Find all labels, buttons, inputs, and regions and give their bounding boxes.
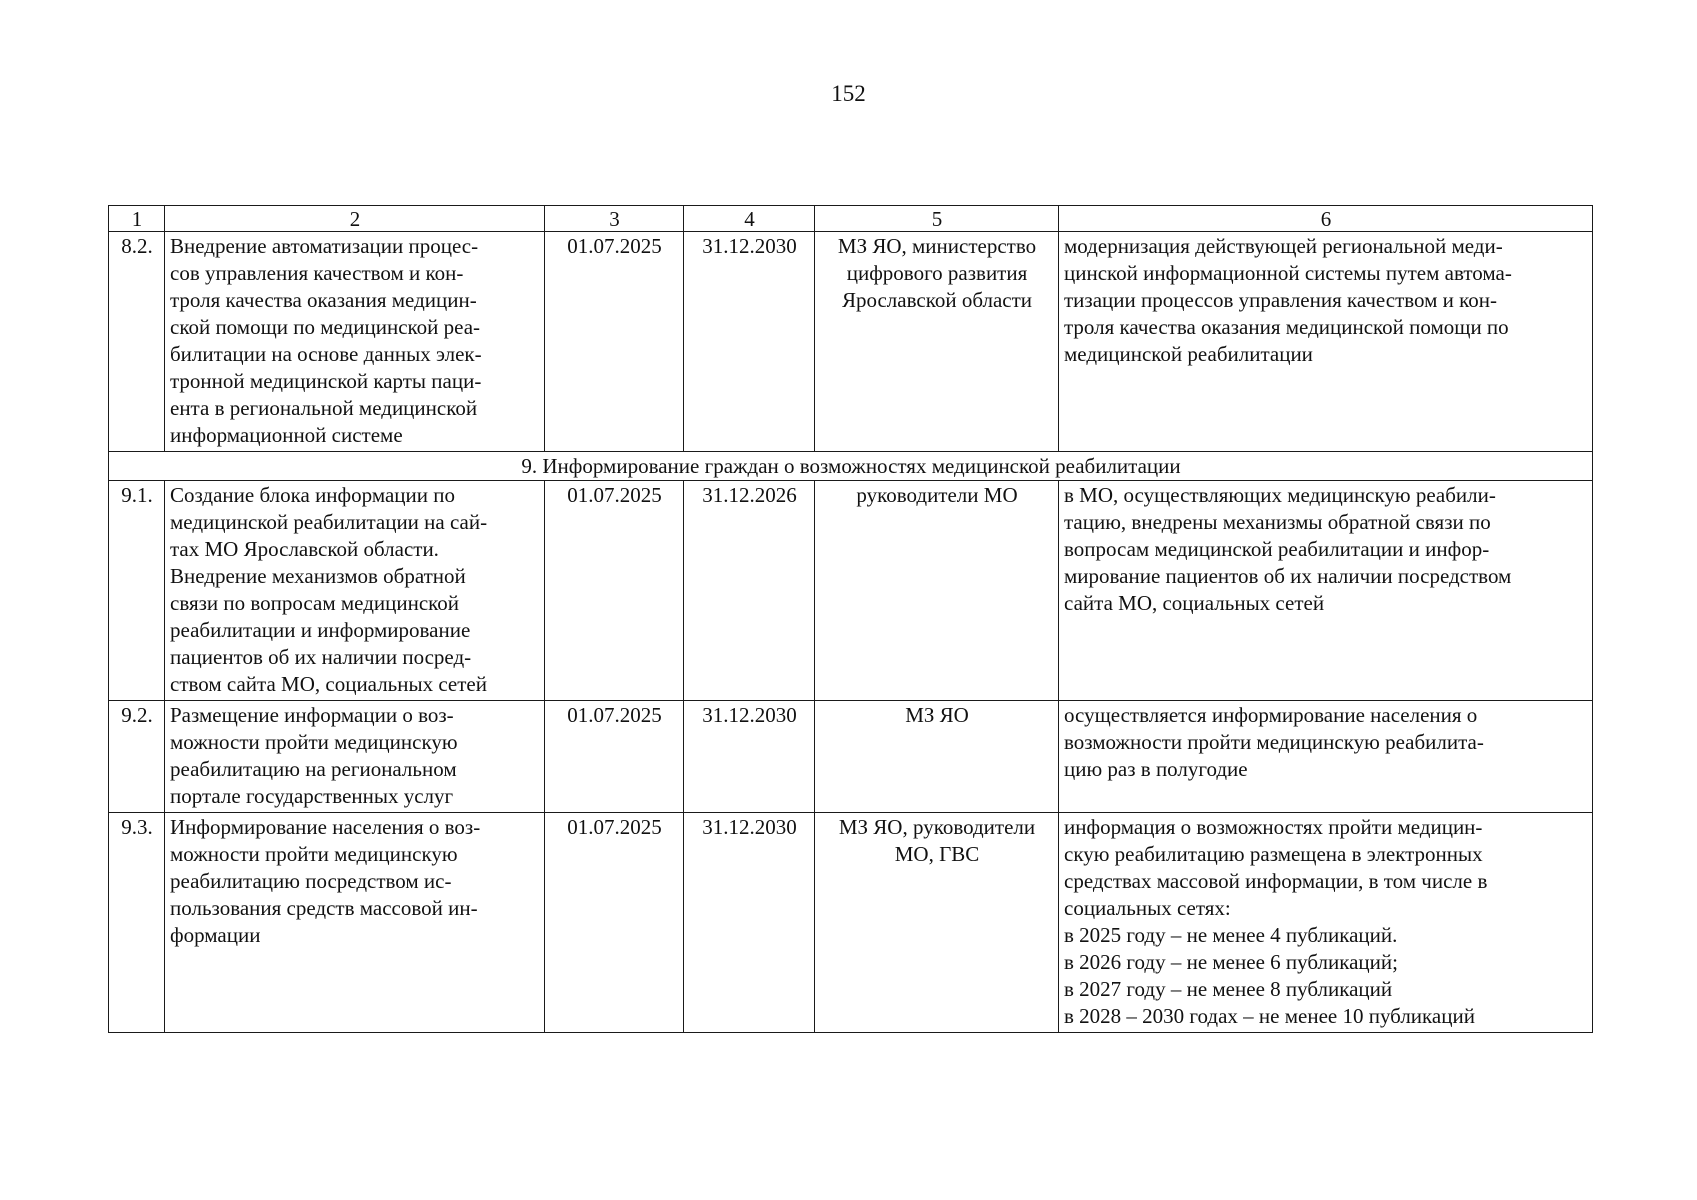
task-cell	[165, 481, 545, 701]
task-line: пациентов об их наличии посред-	[170, 645, 472, 669]
result-line: медицинской реабилитации	[1064, 342, 1313, 366]
result-line: возможности пройти медицинскую реабилита-	[1064, 730, 1484, 754]
section-title: 9. Информирование граждан о возможностях медицинской реабилитации	[109, 452, 1593, 481]
task-line: реабилитации и информирование	[170, 618, 471, 642]
header-col-1: 1	[109, 206, 165, 232]
responsible-line: МЗ ЯО	[905, 703, 969, 727]
plan-table	[108, 205, 1593, 1033]
result-line: осуществляется информирование населения о	[1064, 703, 1478, 727]
table-row	[109, 481, 1593, 701]
task-line: ской помощи по медицинской реа-	[170, 315, 481, 339]
result-cell	[1059, 232, 1593, 452]
header-col-3: 3	[545, 206, 684, 232]
result-line: мирование пациентов об их наличии посредством	[1064, 564, 1512, 588]
header-col-2: 2	[165, 206, 545, 232]
task-line: Размещение информации о воз-	[170, 703, 454, 727]
responsible-line: МО, ГВС	[894, 842, 980, 866]
row-number: 9.1.	[109, 481, 165, 701]
responsible-line: руководители МО	[856, 483, 1018, 507]
result-line: вопросам медицинской реабилитации и инфор-	[1064, 537, 1490, 561]
task-line: сов управления качеством и кон-	[170, 261, 464, 285]
task-line: тах МО Ярославской области.	[170, 537, 439, 561]
end-date: 31.12.2030	[684, 813, 815, 1033]
result-line: в МО, осуществляющих медицинскую реабили-	[1064, 483, 1496, 507]
task-line: можности пройти медицинскую	[170, 842, 458, 866]
result-line: сайта МО, социальных сетей	[1064, 591, 1325, 615]
responsible-cell	[815, 813, 1059, 1033]
responsible-line: Ярославской области	[841, 288, 1033, 312]
task-line: реабилитацию на региональном	[170, 757, 457, 781]
task-line: связи по вопросам медицинской	[170, 591, 460, 615]
task-line: формации	[170, 923, 261, 947]
task-line: можности пройти медицинскую	[170, 730, 458, 754]
row-number: 9.3.	[109, 813, 165, 1033]
result-line: цию раз в полугодие	[1064, 757, 1248, 781]
result-line: троля качества оказания медицинской помощи по	[1064, 315, 1509, 339]
end-date: 31.12.2026	[684, 481, 815, 701]
task-line: ством сайта МО, социальных сетей	[170, 672, 487, 696]
task-cell	[165, 232, 545, 452]
end-date: 31.12.2030	[684, 701, 815, 813]
result-line: модернизация действующей региональной меди-	[1064, 234, 1503, 258]
task-line: Внедрение автоматизации процес-	[170, 234, 479, 258]
result-cell	[1059, 481, 1593, 701]
table-row	[109, 232, 1593, 452]
responsible-cell	[815, 232, 1059, 452]
result-line: в 2025 году – не менее 4 публикаций.	[1064, 923, 1398, 947]
task-line: ента в региональной медицинской	[170, 396, 478, 420]
start-date: 01.07.2025	[545, 701, 684, 813]
result-line: в 2028 – 2030 годах – не менее 10 публикаций	[1064, 1004, 1475, 1028]
header-row	[109, 206, 1593, 232]
result-cell	[1059, 701, 1593, 813]
task-line: билитации на основе данных элек-	[170, 342, 482, 366]
section-heading-row	[109, 452, 1593, 481]
task-line: тронной медицинской карты паци-	[170, 369, 482, 393]
result-line: в 2026 году – не менее 6 публикаций;	[1064, 950, 1398, 974]
task-line: информационной системе	[170, 423, 403, 447]
task-line: Создание блока информации по	[170, 483, 456, 507]
responsible-cell	[815, 481, 1059, 701]
task-line: Внедрение механизмов обратной	[170, 564, 466, 588]
responsible-line: цифрового развития	[846, 261, 1028, 285]
task-cell	[165, 813, 545, 1033]
result-line: социальных сетях:	[1064, 896, 1231, 920]
result-line: скую реабилитацию размещена в электронных	[1064, 842, 1483, 866]
header-col-5: 5	[815, 206, 1059, 232]
result-line: тацию, внедрены механизмы обратной связи по	[1064, 510, 1491, 534]
row-number: 8.2.	[109, 232, 165, 452]
table-row	[109, 701, 1593, 813]
header-col-6: 6	[1059, 206, 1593, 232]
result-line: тизации процессов управления качеством и кон-	[1064, 288, 1498, 312]
task-cell	[165, 701, 545, 813]
task-line: медицинской реабилитации на сай-	[170, 510, 488, 534]
result-line: информация о возможностях пройти медицин-	[1064, 815, 1483, 839]
result-line: цинской информационной системы путем автома-	[1064, 261, 1512, 285]
task-line: пользования средств массовой ин-	[170, 896, 478, 920]
result-line: средствах массовой информации, в том числе в	[1064, 869, 1488, 893]
end-date: 31.12.2030	[684, 232, 815, 452]
responsible-line: МЗ ЯО, руководители	[838, 815, 1036, 839]
responsible-line: МЗ ЯО, министерство	[837, 234, 1037, 258]
header-col-4: 4	[684, 206, 815, 232]
task-line: портале государственных услуг	[170, 784, 454, 808]
task-line: троля качества оказания медицин-	[170, 288, 477, 312]
start-date: 01.07.2025	[545, 813, 684, 1033]
result-line: в 2027 году – не менее 8 публикаций	[1064, 977, 1393, 1001]
start-date: 01.07.2025	[545, 232, 684, 452]
responsible-cell	[815, 701, 1059, 813]
page-number: 152	[831, 81, 866, 106]
row-number: 9.2.	[109, 701, 165, 813]
task-line: реабилитацию посредством ис-	[170, 869, 452, 893]
result-cell	[1059, 813, 1593, 1033]
task-line: Информирование населения о воз-	[170, 815, 481, 839]
table-row	[109, 813, 1593, 1033]
start-date: 01.07.2025	[545, 481, 684, 701]
